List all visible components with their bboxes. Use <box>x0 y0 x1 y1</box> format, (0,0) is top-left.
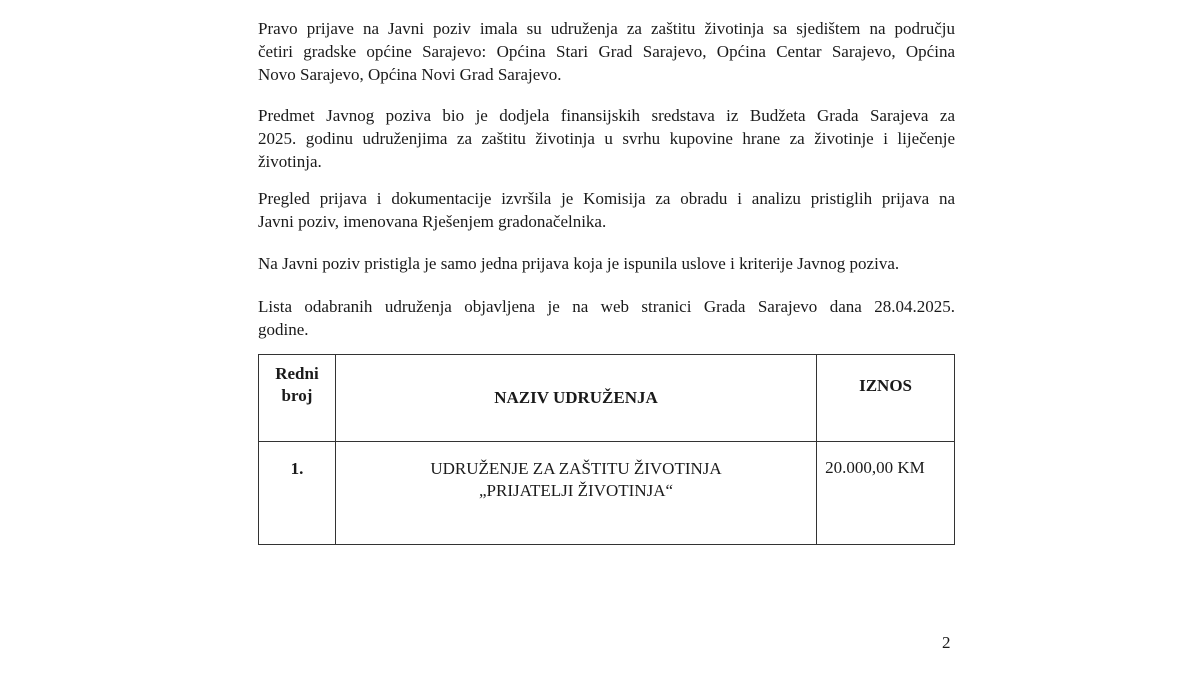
text-line: četiri gradske općine Sarajevo: Općina Stari Grad Sarajevo, Općina Centar Sarajevo, Općina <box>258 42 955 61</box>
association-name-line: UDRUŽENJE ZA ZAŠTITU ŽIVOTINJA <box>430 459 722 478</box>
table-header-row <box>259 355 955 442</box>
paragraph-applications <box>258 252 955 275</box>
text-line: Pravo prijave na Javni poziv imala su udruženja za zaštitu životinja sa sjedištem na području <box>258 19 955 38</box>
text-line: Javni poziv, imenovana Rješenjem gradonačelnika. <box>258 212 607 231</box>
page-number: 2 <box>942 633 951 652</box>
paragraph-list-published <box>258 295 955 341</box>
text-line: godine. <box>258 320 309 339</box>
text-line: Lista odabranih udruženja objavljena je na web stranici Grada Sarajevo dana 28.04.2025. <box>258 297 955 316</box>
header-label: Redni <box>275 364 319 383</box>
association-name-line: „PRIJATELJI ŽIVOTINJA“ <box>478 481 674 500</box>
header-label: broj <box>281 386 313 405</box>
text-line: Pregled prijava i dokumentacije izvršila je Komisija za obradu i analizu pristiglih prijava na <box>258 189 955 208</box>
header-amount: IZNOS <box>817 355 955 442</box>
paragraph-subject <box>258 104 955 173</box>
text-line: 2025. godinu udruženjima za zaštitu životinja u svrhu kupovine hrane za životinje i liječenje <box>258 129 955 148</box>
text-line: Predmet Javnog poziva bio je dodjela finansijskih sredstava iz Budžeta Grada Sarajeva za <box>258 106 955 125</box>
text-line: životinja. <box>258 152 322 171</box>
text-line: Na Javni poziv pristigla je samo jedna prijava koja je ispunila uslove i kriterije Javnog poziva. <box>258 254 900 273</box>
cell-ordinal-number: 1. <box>259 442 336 545</box>
text-line: Novo Sarajevo, Općina Novi Grad Sarajevo. <box>258 65 562 84</box>
header-association-name: NAZIV UDRUŽENJA <box>335 355 816 442</box>
table-row <box>259 442 955 545</box>
header-ordinal-number <box>259 355 336 442</box>
cell-amount: 20.000,00 KM <box>817 442 955 545</box>
cell-association-name <box>335 442 816 545</box>
selected-associations-table <box>258 354 955 545</box>
paragraph-review <box>258 187 955 233</box>
paragraph-eligibility <box>258 17 955 86</box>
